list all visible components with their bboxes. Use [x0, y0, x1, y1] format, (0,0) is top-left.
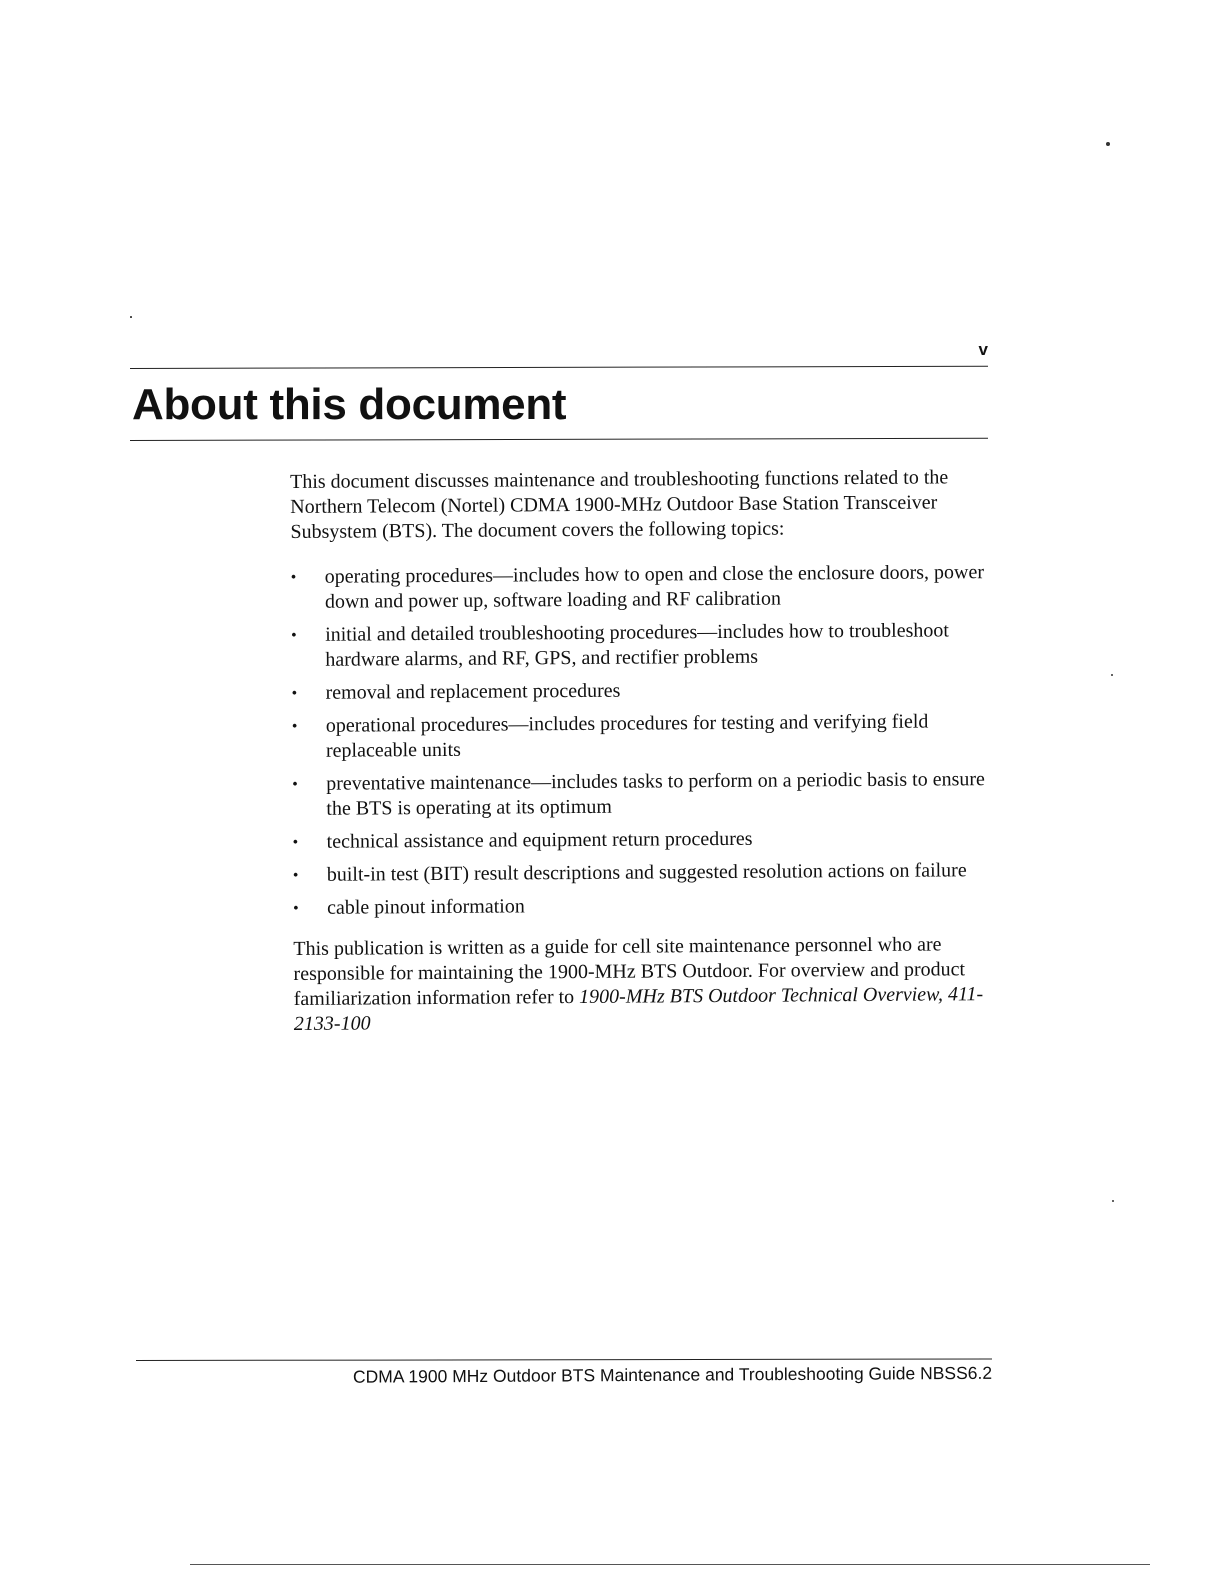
- topic-text: preventative maintenance—includes tasks to perform on a periodic basis to ensure the BTS is operating at its optimum: [326, 768, 985, 820]
- scan-speck: [130, 316, 132, 318]
- scan-speck: [1112, 1200, 1114, 1202]
- list-item: [292, 767, 992, 822]
- chapter-title: About this document: [132, 380, 567, 429]
- closing-paragraph: [293, 932, 994, 1037]
- header-rule: [130, 366, 988, 369]
- list-item: [292, 709, 992, 764]
- list-item: [291, 676, 991, 706]
- topic-text: operational procedures—includes procedures for testing and verifying field replaceable units: [325, 710, 929, 762]
- list-item: [291, 560, 991, 615]
- bullet-icon: •: [292, 833, 299, 851]
- topic-text: initial and detailed troubleshooting procedures—includes how to troubleshoot hardware alarms, and RF, GPS, and rectifier problems: [325, 619, 949, 671]
- bullet-icon: •: [291, 717, 298, 735]
- body-content: [290, 465, 994, 1037]
- title-rule: [130, 438, 988, 441]
- topic-text: removal and replacement procedures: [325, 679, 621, 704]
- bullet-icon: •: [291, 684, 298, 702]
- scan-speck: [1106, 142, 1110, 146]
- intro-paragraph: This document discusses maintenance and troubleshooting functions related to the Northern Telecom (Nortel) CDMA 1900-MHz Outdoor Base Station Transceiver Subsystem (BTS). The document covers the following topics:: [290, 466, 949, 543]
- bullet-icon: •: [290, 568, 297, 586]
- topic-text: operating procedures—includes how to open and close the enclosure doors, power down and power up, software loading and RF calibration: [324, 561, 985, 613]
- bullet-icon: •: [292, 866, 299, 884]
- bullet-icon: •: [292, 775, 298, 793]
- closing-text: This publication is written as a guide for cell site maintenance personnel who are responsible for maintaining the 1900-MHz BTS Outdoor. For overview and product familiarization information refer to: [293, 933, 966, 1010]
- topic-text: built-in test (BIT) result descriptions and suggested resolution actions on failure: [326, 859, 967, 886]
- topic-text: technical assistance and equipment return procedures: [326, 827, 753, 853]
- list-item: [291, 618, 991, 673]
- list-item: [293, 858, 993, 888]
- bullet-icon: •: [293, 899, 299, 917]
- scan-edge-line: [190, 1564, 1150, 1565]
- document-reference: 1900-MHz BTS Outdoor Technical Overview, 411-2133-100: [293, 983, 984, 1035]
- topic-text: cable pinout information: [326, 895, 525, 919]
- page-number: v: [978, 340, 988, 359]
- list-item: [293, 825, 993, 855]
- topic-list: [291, 560, 993, 921]
- footer-text: CDMA 1900 MHz Outdoor BTS Maintenance and Troubleshooting Guide NBSS6.2: [352, 1362, 993, 1387]
- scan-speck: [1111, 674, 1113, 676]
- list-item: [293, 891, 993, 921]
- bullet-icon: •: [291, 626, 297, 644]
